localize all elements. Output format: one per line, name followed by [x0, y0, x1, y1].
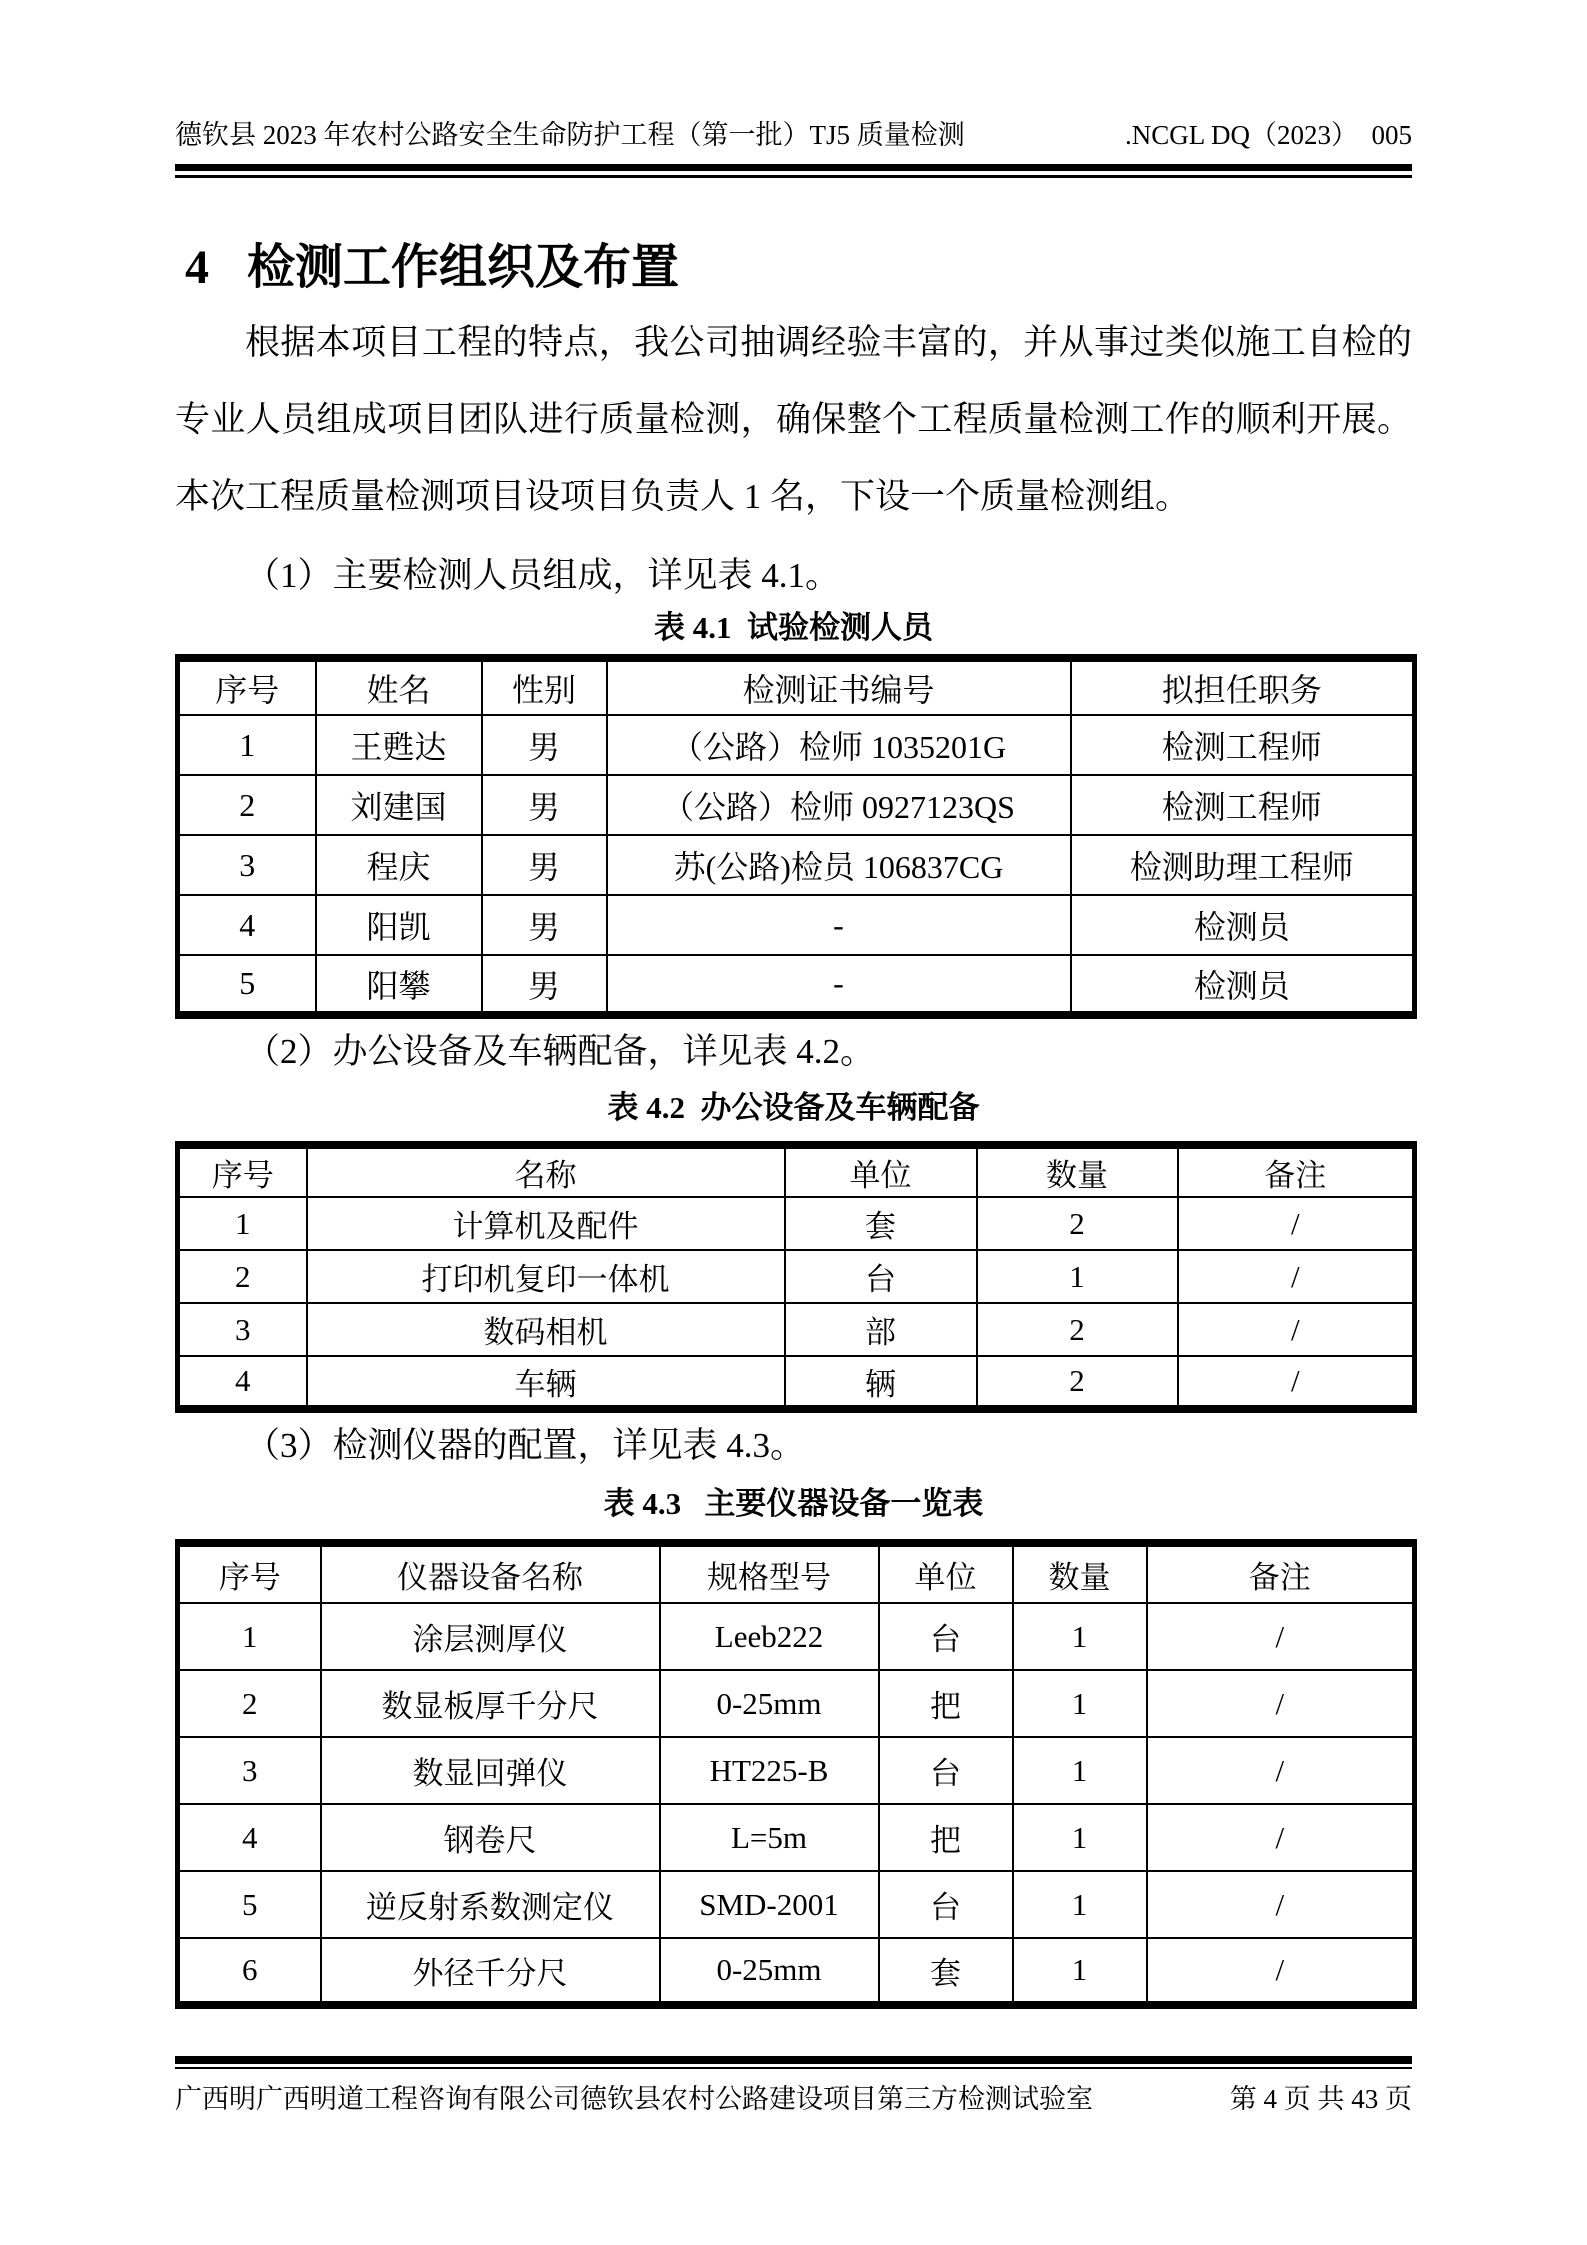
table-4-1-title: 表 4.1 试验检测人员 — [654, 610, 933, 645]
header-project-title: 德钦县 2023 年农村公路安全生命防护工程（第一批）TJ5 质量检测 — [175, 120, 965, 150]
table-row — [178, 1356, 1415, 1409]
table-cell: 套 — [785, 1197, 977, 1250]
table-cell: 打印机复印一体机 — [307, 1250, 785, 1303]
table-cell: 检测工程师 — [1071, 775, 1415, 835]
footer-rule-thin — [175, 2067, 1412, 2069]
table-cell: 1 — [1013, 1670, 1147, 1737]
table-cell: 1 — [977, 1250, 1178, 1303]
table-cell: / — [1178, 1250, 1415, 1303]
column-header: 检测证书编号 — [607, 658, 1071, 715]
table-cell: 1 — [178, 715, 316, 775]
table-row — [178, 895, 1415, 955]
table-cell: L=5m — [660, 1804, 879, 1871]
table-cell: 外径千分尺 — [321, 1938, 660, 2005]
table-cell: 涂层测厚仪 — [321, 1603, 660, 1670]
table-cell: / — [1178, 1356, 1415, 1409]
table-cell: - — [607, 955, 1071, 1015]
table-row — [178, 715, 1415, 775]
column-header: 名称 — [307, 1145, 785, 1197]
table-row — [178, 1871, 1415, 1938]
column-header: 拟担任职务 — [1071, 658, 1415, 715]
table-cell: 台 — [879, 1871, 1013, 1938]
section-title: 检测工作组织及布置 — [247, 241, 680, 294]
column-header: 序号 — [178, 1543, 321, 1603]
header-document-number: .NCGL DQ（2023） 005 — [1125, 120, 1412, 150]
column-header: 序号 — [178, 658, 316, 715]
table-cell: 检测工程师 — [1071, 715, 1415, 775]
list-item-2: （2）办公设备及车辆配备，详见表 4.2。 — [245, 1032, 876, 1071]
table-4-2 — [175, 1141, 1417, 1413]
table-4-3 — [175, 1539, 1417, 2009]
table-cell: 阳凯 — [316, 895, 482, 955]
table-cell: 1 — [178, 1197, 307, 1250]
footer-company: 广西明广西明道工程咨询有限公司德钦县农村公路建设项目第三方检测试验室 — [175, 2084, 1093, 2114]
table-cell: 1 — [1013, 1737, 1147, 1804]
table-cell: 部 — [785, 1303, 977, 1356]
column-header: 规格型号 — [660, 1543, 879, 1603]
table-cell: 1 — [1013, 1938, 1147, 2005]
table-cell: 把 — [879, 1804, 1013, 1871]
table-cell: / — [1147, 1871, 1415, 1938]
header-rule-thin — [175, 175, 1412, 178]
table-4-1 — [175, 654, 1417, 1019]
page-content — [175, 0, 1412, 2009]
table-cell: / — [1147, 1603, 1415, 1670]
column-header: 数量 — [977, 1145, 1178, 1197]
table-row — [178, 835, 1415, 895]
table-row — [178, 1804, 1415, 1871]
section-heading — [185, 242, 1412, 294]
table-cell: / — [1147, 1670, 1415, 1737]
list-item-1: （1）主要检测人员组成，详见表 4.1。 — [245, 556, 841, 595]
column-header: 姓名 — [316, 658, 482, 715]
table-cell: 王甦达 — [316, 715, 482, 775]
table-cell: 4 — [178, 1356, 307, 1409]
table-row — [178, 1670, 1415, 1737]
table-cell: 逆反射系数测定仪 — [321, 1871, 660, 1938]
footer-rule-thick — [175, 2056, 1412, 2064]
table-header-row — [178, 658, 1415, 715]
table-cell: / — [1147, 1804, 1415, 1871]
section-number: 4 — [185, 241, 209, 294]
table-cell: 2 — [977, 1197, 1178, 1250]
table-header-row — [178, 1145, 1415, 1197]
table-row — [178, 1603, 1415, 1670]
table-4-3-title: 表 4.3 主要仪器设备一览表 — [603, 1486, 984, 1521]
table-cell: 5 — [178, 955, 316, 1015]
table-cell: 数显板厚千分尺 — [321, 1670, 660, 1737]
column-header: 备注 — [1147, 1543, 1415, 1603]
table-row — [178, 955, 1415, 1015]
table-cell: 套 — [879, 1938, 1013, 2005]
table-cell: 1 — [1013, 1804, 1147, 1871]
running-footer — [175, 2056, 1412, 2116]
table-cell: 6 — [178, 1938, 321, 2005]
table-cell: / — [1147, 1737, 1415, 1804]
table-cell: 数显回弹仪 — [321, 1737, 660, 1804]
table-header-row — [178, 1543, 1415, 1603]
table-cell: 程庆 — [316, 835, 482, 895]
table-cell: 钢卷尺 — [321, 1804, 660, 1871]
table-cell: （公路）检师 1035201G — [607, 715, 1071, 775]
running-header — [175, 118, 1412, 152]
table-cell: 检测员 — [1071, 955, 1415, 1015]
table-cell: 男 — [482, 895, 607, 955]
table-cell: 车辆 — [307, 1356, 785, 1409]
table-cell: Leeb222 — [660, 1603, 879, 1670]
column-header: 序号 — [178, 1145, 307, 1197]
table-cell: 1 — [1013, 1603, 1147, 1670]
column-header: 备注 — [1178, 1145, 1415, 1197]
footer-page-number: 第 4 页 共 43 页 — [1229, 2084, 1412, 2114]
table-cell: 3 — [178, 835, 316, 895]
table-cell: / — [1178, 1197, 1415, 1250]
table-cell: 数码相机 — [307, 1303, 785, 1356]
table-cell: 男 — [482, 835, 607, 895]
table-row — [178, 1737, 1415, 1804]
table-cell: SMD-2001 — [660, 1871, 879, 1938]
table-cell: 阳攀 — [316, 955, 482, 1015]
table-row — [178, 1197, 1415, 1250]
column-header: 单位 — [785, 1145, 977, 1197]
table-cell: 台 — [879, 1603, 1013, 1670]
table-cell: 苏(公路)检员 106837CG — [607, 835, 1071, 895]
table-cell: 刘建国 — [316, 775, 482, 835]
table-cell: 1 — [1013, 1871, 1147, 1938]
table-cell: - — [607, 895, 1071, 955]
intro-paragraph: 根据本项目工程的特点，我公司抽调经验丰富的，并从事过类似施工自检的专业人员组成项目团队进行质量检测，确保整个工程质量检测工作的顺利开展。本次工程质量检测项目设项目负责人 1 名，下设一个质量检测组。 — [175, 323, 1412, 516]
table-row — [178, 1303, 1415, 1356]
header-rule-thick — [175, 164, 1412, 171]
table-cell: 检测助理工程师 — [1071, 835, 1415, 895]
column-header: 数量 — [1013, 1543, 1147, 1603]
table-cell: 4 — [178, 895, 316, 955]
column-header: 性别 — [482, 658, 607, 715]
table-cell: / — [1147, 1938, 1415, 2005]
table-cell: 男 — [482, 715, 607, 775]
table-cell: 台 — [785, 1250, 977, 1303]
table-cell: 2 — [178, 1670, 321, 1737]
table-row — [178, 775, 1415, 835]
table-cell: （公路）检师 0927123QS — [607, 775, 1071, 835]
table-cell: 3 — [178, 1303, 307, 1356]
table-4-2-title: 表 4.2 办公设备及车辆配备 — [607, 1090, 980, 1125]
table-cell: 0-25mm — [660, 1938, 879, 2005]
table-row — [178, 1250, 1415, 1303]
table-cell: 2 — [977, 1303, 1178, 1356]
table-cell: / — [1178, 1303, 1415, 1356]
table-cell: 3 — [178, 1737, 321, 1804]
table-cell: HT225-B — [660, 1737, 879, 1804]
table-cell: 2 — [178, 1250, 307, 1303]
table-cell: 2 — [178, 775, 316, 835]
table-cell: 检测员 — [1071, 895, 1415, 955]
table-row — [178, 1938, 1415, 2005]
list-item-3: （3）检测仪器的配置，详见表 4.3。 — [245, 1426, 806, 1465]
table-cell: 计算机及配件 — [307, 1197, 785, 1250]
column-header: 单位 — [879, 1543, 1013, 1603]
table-cell: 把 — [879, 1670, 1013, 1737]
table-cell: 5 — [178, 1871, 321, 1938]
table-cell: 台 — [879, 1737, 1013, 1804]
table-cell: 男 — [482, 775, 607, 835]
table-cell: 1 — [178, 1603, 321, 1670]
table-cell: 辆 — [785, 1356, 977, 1409]
table-cell: 男 — [482, 955, 607, 1015]
column-header: 仪器设备名称 — [321, 1543, 660, 1603]
table-cell: 4 — [178, 1804, 321, 1871]
table-cell: 0-25mm — [660, 1670, 879, 1737]
table-cell: 2 — [977, 1356, 1178, 1409]
